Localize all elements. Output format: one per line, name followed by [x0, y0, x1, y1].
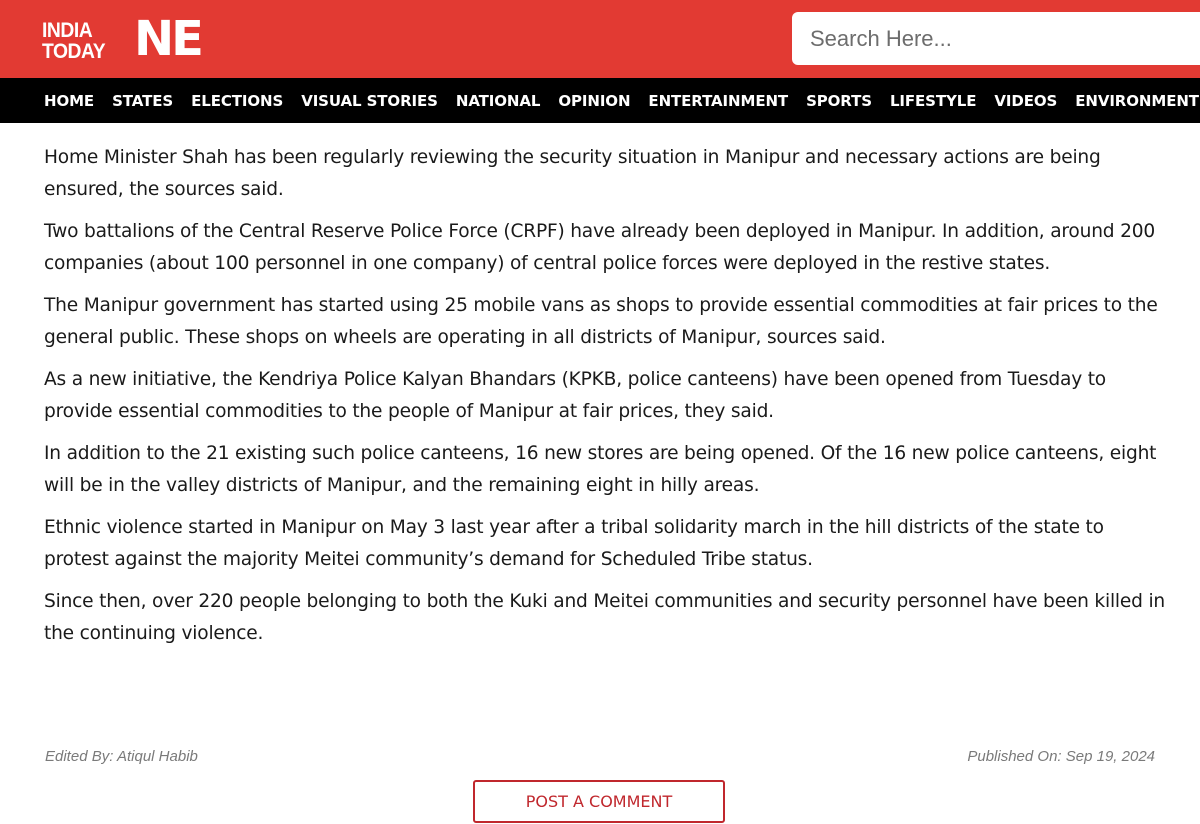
nav-item-opinion[interactable]: OPINION: [558, 91, 631, 110]
article-paragraph: As a new initiative, the Kendriya Police Kalyan Bhandars (KPKB, police canteens) have been opened from Tuesday to provide essential commodities to the people of Manipur at fair prices, they said.: [44, 369, 1106, 422]
search-input[interactable]: [792, 12, 1200, 65]
article-body: [44, 142, 1174, 660]
published-on: Published On: Sep 19, 2024: [967, 748, 1155, 765]
search-box[interactable]: [792, 12, 1200, 65]
nav-item-visual-stories[interactable]: VISUAL STORIES: [301, 91, 438, 110]
logo-line-india: INDIA: [42, 19, 93, 42]
nav-item-entertainment[interactable]: ENTERTAINMENT: [648, 91, 789, 110]
nav-item-videos[interactable]: VIDEOS: [994, 91, 1058, 110]
article-paragraph: The Manipur government has started using 25 mobile vans as shops to provide essential commodities at fair prices to the general public. These shops on wheels are operating in all districts of Manipur, sources said.: [44, 295, 1158, 348]
article-paragraph: In addition to the 21 existing such police canteens, 16 new stores are being opened. Of the 16 new police canteens, eight will be in the valley districts of Manipur, and the remaining eight in hilly areas.: [44, 443, 1157, 496]
logo-ne-mark: NE: [134, 11, 201, 67]
article-paragraph: Ethnic violence started in Manipur on May 3 last year after a tribal solidarity march in the hill districts of the state to protest against the majority Meitei community’s demand for Scheduled Tribe status.: [44, 517, 1104, 570]
article-paragraph: Home Minister Shah has been regularly reviewing the security situation in Manipur and necessary actions are being ensured, the sources said.: [44, 147, 1101, 200]
nav-item-elections[interactable]: ELECTIONS: [191, 91, 284, 110]
main-nav: [0, 78, 1200, 123]
nav-item-national[interactable]: NATIONAL: [455, 91, 541, 110]
nav-item-sports[interactable]: SPORTS: [806, 91, 872, 110]
edited-by: Edited By: Atiqul Habib: [45, 748, 198, 765]
article-paragraph: Two battalions of the Central Reserve Police Force (CRPF) have already been deployed in Manipur. In addition, around 200 companies (about 100 personnel in one company) of central police forces were deployed in the restive states.: [44, 221, 1155, 274]
nav-item-lifestyle[interactable]: LIFESTYLE: [889, 91, 977, 110]
nav-item-environment[interactable]: ENVIRONMENT: [1075, 91, 1199, 110]
nav-item-states[interactable]: STATES: [112, 91, 174, 110]
site-header: [0, 0, 1200, 78]
logo-india-today: [42, 20, 134, 63]
post-comment-button[interactable]: POST A COMMENT: [473, 780, 725, 823]
logo-line-today: TODAY: [42, 40, 106, 63]
nav-item-home[interactable]: HOME: [44, 91, 95, 110]
article-paragraph: Since then, over 220 people belonging to both the Kuki and Meitei communities and security personnel have been killed in the continuing violence.: [44, 591, 1166, 644]
